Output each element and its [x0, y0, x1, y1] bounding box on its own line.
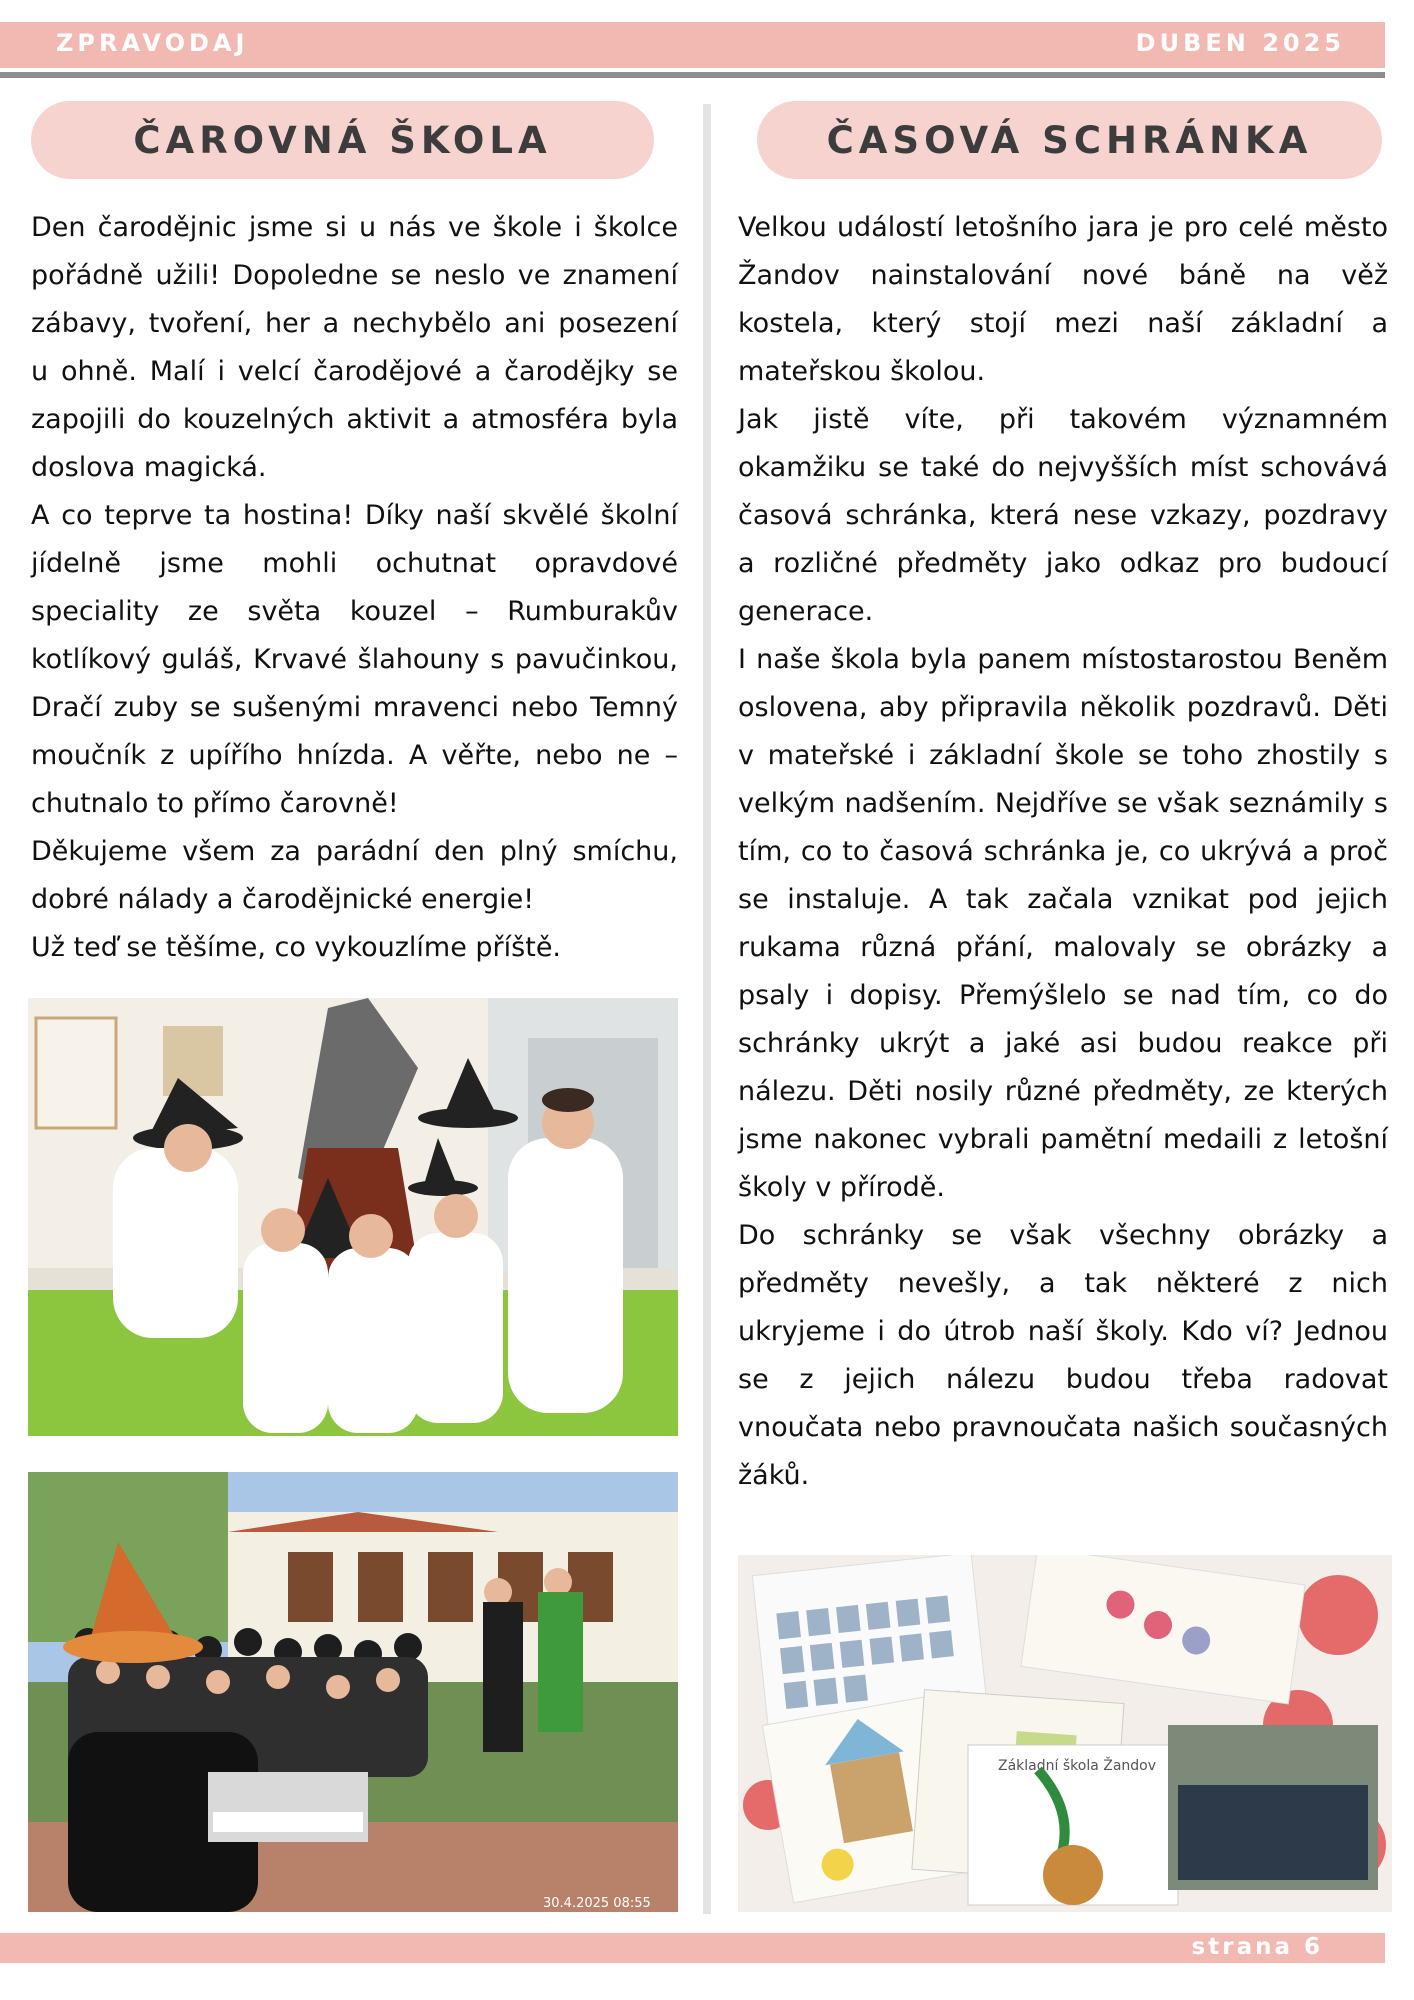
- left-article-body: [31, 204, 678, 972]
- photo-timestamp: 30.4.2025 08:55: [543, 1896, 651, 1911]
- photo-witch-teachers: [28, 998, 678, 1436]
- photo-time-capsule-items: [738, 1555, 1392, 1912]
- issue-date: DUBEN 2025: [1135, 29, 1345, 57]
- newsletter-name: ZPRAVODAJ: [56, 29, 249, 57]
- paragraph: A co teprve ta hostina! Díky naší skvělé školní jídelně jsme mohli ochutnat opravdové speciality ze světa kouzel – Rumburakův kotlíkový guláš, Krvavé šlahouny s pavučinkou, Dračí zuby se sušenými mravenci nebo Temný moučník z upířího hnízda. A věřte, nebo ne – chutnalo to přímo čarovně!: [31, 500, 678, 819]
- paragraph: Do schránky se však všechny obrázky a předměty nevešly, a tak některé z nich ukryjeme i do útrob naší školy. Kdo ví? Jednou se z jejich nálezu budou třeba radovat vnoučata nebo pravnoučata našich současných žáků.: [738, 1220, 1388, 1491]
- right-article-title: ČASOVÁ SCHRÁNKA: [757, 101, 1382, 179]
- photo-children-outdoors: [28, 1472, 678, 1912]
- left-article-title: ČAROVNÁ ŠKOLA: [31, 101, 654, 179]
- paragraph: Den čarodějnic jsme si u nás ve škole i školce pořádně užili! Dopoledne se neslo ve znamení zábavy, tvoření, her a nechybělo ani posezení u ohně. Malí i velcí čarodějové a čarodějky se zapojili do kouzelných aktivit a atmosféra byla doslova magická.: [31, 212, 678, 483]
- right-article-body: [738, 204, 1388, 1500]
- footer-bar: [0, 1933, 1385, 1963]
- photo-caption-school: Základní škola Žandov: [998, 1758, 1157, 1774]
- paragraph: Už teď se těšíme, co vykouzlíme příště.: [31, 932, 562, 963]
- header-bar: [0, 22, 1385, 68]
- paragraph: I naše škola byla panem místostarostou Beněm oslovena, aby připravila několik pozdravů. Děti v mateřské i základní škole se toho zhostily s velkým nadšením. Nejdříve se však seznámily s tím, co to časová schránka je, co ukrývá a proč se instaluje. A tak začala vznikat pod jejich rukama různá přání, malovaly se obrázky a psaly i dopisy. Přemýšlelo se nad tím, co do schránky ukrýt a jaké asi budou reakce při nálezu. Děti nosily různé předměty, ze kterých jsme nakonec vybrali pamětní medaili z letošní školy v přírodě.: [738, 644, 1388, 1203]
- page-number: strana 6: [1191, 1934, 1323, 1960]
- paragraph: Velkou událostí letošního jara je pro celé město Žandov nainstalování nové báně na věž kostela, který stojí mezi naší základní a mateřskou školou.: [738, 212, 1388, 387]
- header-rule: [0, 72, 1385, 78]
- column-divider: [703, 104, 711, 1914]
- paragraph: Děkujeme všem za parádní den plný smíchu, dobré nálady a čarodějnické energie!: [31, 836, 678, 915]
- paragraph: Jak jistě víte, při takovém významném okamžiku se také do nejvyšších míst schovává časová schránka, která nese vzkazy, pozdravy a rozličné předměty jako odkaz pro budoucí generace.: [738, 404, 1388, 627]
